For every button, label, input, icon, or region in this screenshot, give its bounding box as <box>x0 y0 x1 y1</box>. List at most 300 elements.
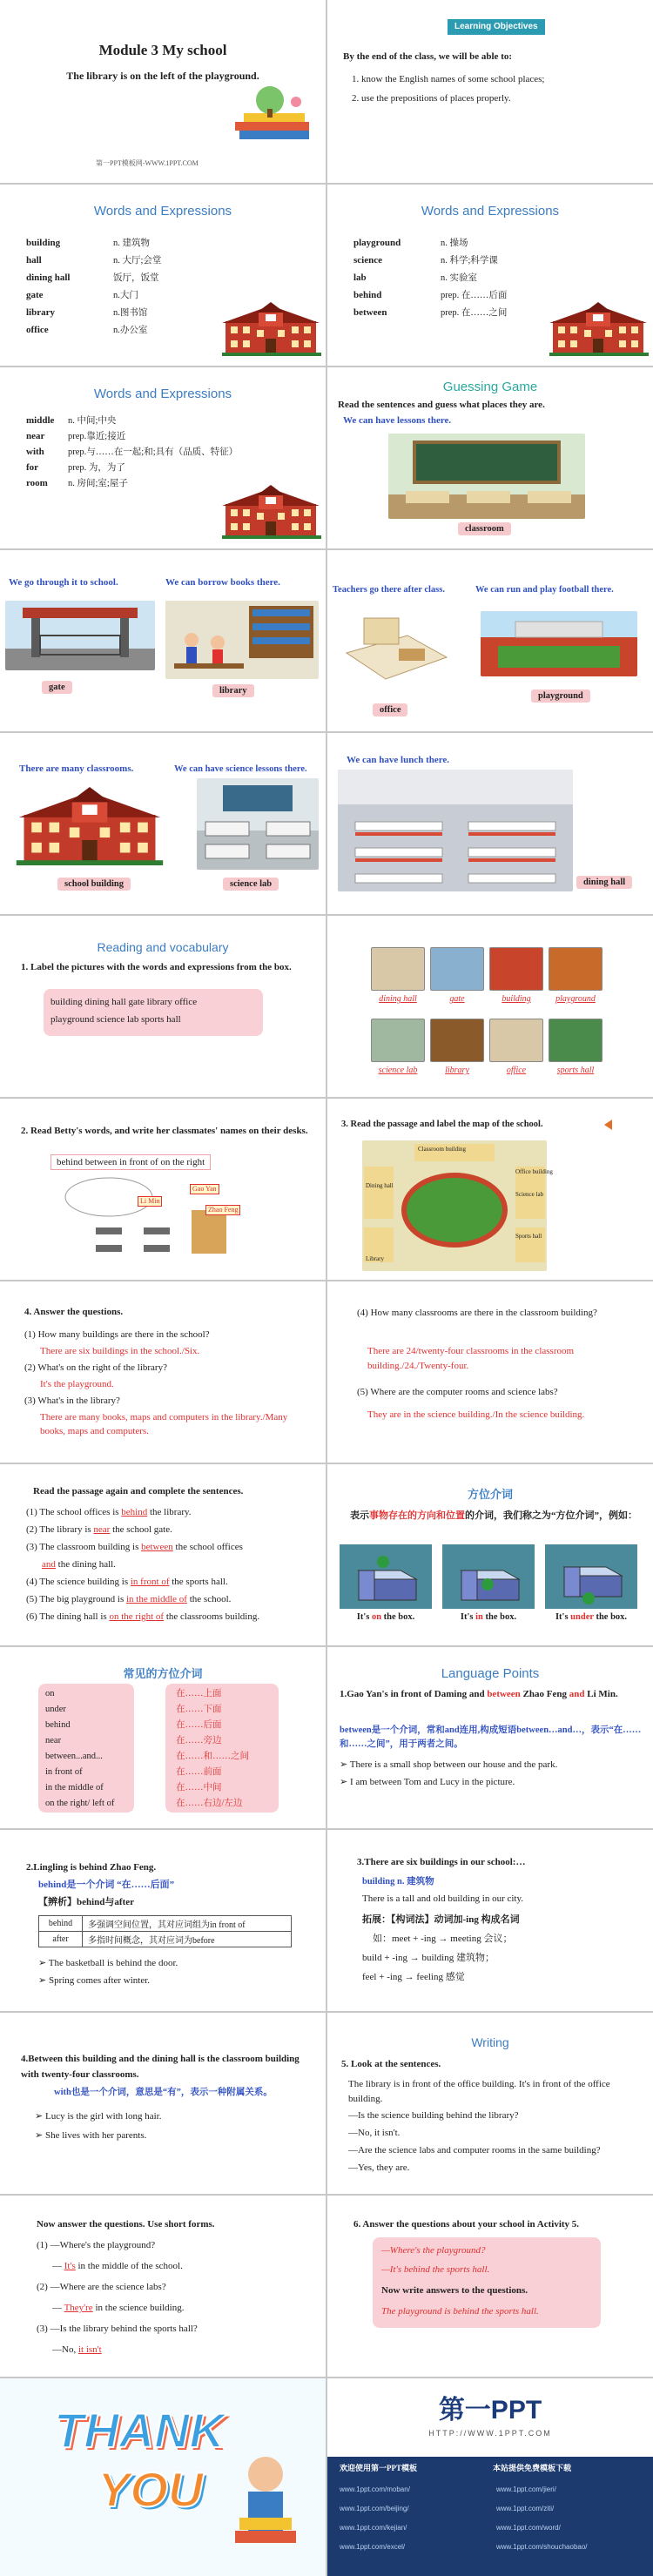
example-text: The basketball is behind the door. <box>48 1958 178 1968</box>
picture-label: dining hall <box>379 994 417 1004</box>
section-title: Writing <box>471 2035 509 2049</box>
word-term: gate <box>26 290 44 300</box>
blank-answer: near <box>93 1524 111 1535</box>
word-meaning: n.图书馆 <box>113 308 148 318</box>
place-picture <box>489 1019 543 1062</box>
example: feel + -ing → feeling 感觉 <box>362 1972 465 1982</box>
word-term: between <box>353 307 387 318</box>
answer: It's the playground. <box>40 1379 114 1389</box>
school-building-illustration <box>222 302 322 356</box>
place-picture <box>430 947 484 991</box>
word-meaning: prep. 为，为了 <box>68 463 125 473</box>
answer-label: science lab <box>223 878 279 891</box>
sentence-number: (1) <box>26 1507 37 1517</box>
map-label: Dining hall <box>366 1182 394 1189</box>
slide-picture-labels <box>327 916 653 1097</box>
sentence-number: (4) <box>26 1577 37 1587</box>
answer: There are six buildings in the school./Six. <box>40 1346 200 1356</box>
writing-line: —Yes, they are. <box>348 2162 410 2173</box>
place-picture <box>549 1019 603 1062</box>
panel-heading: 本站提供免费模板下载 <box>493 2464 572 2472</box>
clue: We can run and play football there. <box>475 585 614 595</box>
blank-answer: in the middle of <box>126 1594 187 1604</box>
brand-url[interactable]: HTTP://WWW.1PPT.COM <box>428 2429 552 2438</box>
chinese-column <box>165 1684 279 1813</box>
example-text: Spring comes after winter. <box>48 1975 151 1986</box>
table-cell: 多指时间概念，其对应词为before <box>83 1932 292 1947</box>
blank-answer: It's <box>64 2261 76 2271</box>
slide-words-1 <box>0 185 326 366</box>
slide-complete-sentences <box>0 1464 326 1645</box>
short-answer-line <box>52 2260 183 2273</box>
answer: They are in the science building./In the science building. <box>367 1409 585 1420</box>
map-label: Office building <box>515 1168 553 1175</box>
box-caption <box>442 1611 535 1624</box>
slide-betty <box>0 1099 326 1280</box>
instruction: 1. Label the pictures with the words and expressions from the box. <box>21 962 292 972</box>
you-text: YOU <box>98 2462 204 2517</box>
preposition-en: near <box>45 1736 62 1745</box>
science-lab-image <box>197 778 319 870</box>
short-answer-line <box>52 2344 102 2357</box>
word-term: playground <box>353 238 401 248</box>
example-text: She lives with her parents. <box>44 2130 147 2141</box>
sentence <box>26 1541 243 1554</box>
word-meaning: n.办公室 <box>113 326 148 335</box>
example: ➢ There is a small shop between our house and the park. <box>340 1759 558 1770</box>
sentence-text: The library is <box>39 1524 94 1535</box>
word-meaning: prep.与……在一起;和;具有（品质、特征） <box>68 447 239 457</box>
short-answer-line <box>37 2323 198 2336</box>
kid-illustration <box>218 2448 313 2552</box>
caption-highlight: in <box>475 1612 483 1622</box>
caption-part: It's <box>460 1612 476 1622</box>
line-text: (2) —Where are the science labs? <box>37 2282 166 2292</box>
slide-building-lab <box>0 733 326 914</box>
sentence-highlight: between <box>487 1689 521 1699</box>
table-row <box>39 1932 292 1947</box>
example: ➢ The basketball is behind the door. <box>38 1958 178 1968</box>
word-meaning: n. 房间;室;屋子 <box>68 479 128 488</box>
line-text: in the science building. <box>95 2303 185 2313</box>
clue: Teachers go there after class. <box>333 585 445 595</box>
table-cell: behind <box>39 1916 83 1932</box>
word-meaning: n. 建筑物 <box>113 239 150 248</box>
school-map <box>362 1140 547 1271</box>
preposition-en: behind <box>45 1720 71 1730</box>
example: build + -ing → building 建筑物； <box>362 1953 495 1963</box>
map-label: Classroom building <box>418 1146 467 1153</box>
sentence <box>340 1687 644 1702</box>
slide-answer-questions <box>0 1281 326 1463</box>
box-line: —Where's the playground? <box>381 2245 486 2256</box>
place-picture <box>430 1019 484 1062</box>
blank-answer: between <box>141 1542 173 1552</box>
table-cell: 多强调空间位置，其对应词组为in front of <box>83 1916 292 1932</box>
section-title: Language Points <box>441 1666 540 1681</box>
blank-answer: behind <box>121 1507 148 1517</box>
slide-thank-you <box>0 2378 326 2576</box>
caption-part: It's <box>356 1612 372 1622</box>
table-row <box>39 1916 292 1932</box>
sentence-text: the school offices <box>175 1542 243 1552</box>
writing-line: —Is the science building behind the library? <box>348 2110 519 2121</box>
slide-guessing-game <box>327 367 653 548</box>
word-term: library <box>26 307 55 318</box>
dining-hall-image <box>338 770 573 891</box>
desk-name: Li Min <box>138 1196 162 1207</box>
word-meaning: n. 中间;中央 <box>68 416 117 426</box>
sentence-text: the dining hall. <box>57 1559 116 1570</box>
section-title: Guessing Game <box>442 380 538 394</box>
sentence-text: The dining hall is <box>39 1611 110 1622</box>
note: between是一个介词，常和and连用,构成短语between…and…，表示“在……和……之间”，用于两者之间。 <box>340 1725 642 1749</box>
slide-title <box>0 0 326 183</box>
map-label: Library <box>366 1255 384 1262</box>
sentence <box>42 1558 116 1571</box>
office-image <box>338 601 451 696</box>
short-answer-line <box>52 2302 184 2315</box>
preposition-en: between...and... <box>45 1752 103 1761</box>
footer-link[interactable]: www.1ppt.com/jieri/ <box>496 2485 556 2493</box>
page-title: Module 3 My school <box>98 42 227 58</box>
answer: There are many books, maps and computers in the library./Many books, maps and computers. <box>40 1412 288 1436</box>
picture-label: building <box>502 994 531 1004</box>
footer-text: 第一PPT模板网-WWW.1PPT.COM <box>96 159 199 167</box>
preposition-en: in front of <box>45 1767 83 1777</box>
note: behind是一个介词 “在……后面” <box>38 1880 175 1890</box>
library-image <box>165 601 319 679</box>
analysis: 【辨析】behind与after <box>38 1897 134 1907</box>
picture-label: sports hall <box>556 1066 595 1075</box>
caption-part: the box. <box>593 1612 628 1622</box>
instruction: 3. Read the passage and label the map of the school. <box>341 1120 543 1129</box>
caption-part: It's <box>555 1612 571 1622</box>
example: ➢ Spring comes after winter. <box>38 1975 151 1986</box>
footer-link[interactable]: www.1ppt.com/word/ <box>496 2524 561 2532</box>
clue: There are many classrooms. <box>19 763 134 774</box>
sentence-part: Li Min. <box>584 1689 618 1699</box>
blank-answer: They're <box>64 2303 93 2313</box>
preposition-zh: 在……旁边 <box>176 1736 222 1745</box>
question: (1) How many buildings are there in the school? <box>24 1329 210 1340</box>
footer-link[interactable]: www.1ppt.com/ziti/ <box>496 2505 555 2512</box>
place-picture <box>371 1019 425 1062</box>
word-meaning: prep.靠近;接近 <box>68 432 126 441</box>
section-title: Words and Expressions <box>93 387 232 401</box>
map-label: Sports hall <box>515 1233 542 1240</box>
place-picture <box>489 947 543 991</box>
gate-image <box>5 601 155 670</box>
example: ➢ Lucy is the girl with long hair. <box>35 2111 162 2122</box>
preposition-en: on <box>45 1689 55 1698</box>
preposition-en: under <box>45 1705 66 1714</box>
word-term: for <box>26 462 39 473</box>
caption-highlight: on <box>371 1612 382 1622</box>
word-term: dining hall <box>26 272 71 283</box>
classroom-image <box>388 434 585 519</box>
word-term: lab <box>353 272 367 283</box>
table-cell: after <box>39 1932 83 1947</box>
box-caption <box>545 1611 637 1624</box>
instruction: 2. Read Betty's words, and write her classmates' names on their desks. <box>21 1126 308 1136</box>
preposition-en: in the middle of <box>45 1783 104 1792</box>
sentence-text: the classrooms building. <box>165 1611 260 1622</box>
sentence-part: Zhao Feng <box>520 1689 569 1699</box>
clue: We can have lessons there. <box>343 415 452 426</box>
sentence <box>26 1611 259 1624</box>
writing-line: —No, it isn't. <box>348 2128 401 2138</box>
sentence-number: (2) <box>26 1524 37 1535</box>
preposition-zh: 在……中间 <box>176 1783 222 1792</box>
school-building-illustration <box>222 485 322 539</box>
caption-part: the box. <box>482 1612 517 1622</box>
short-answer-line <box>37 2239 155 2252</box>
box-line: —It's behind the sports hall. <box>381 2264 490 2275</box>
slide-heading: 4.Between this building and the dining hall is the classroom building with twenty-four classrooms. <box>21 2054 300 2080</box>
section-title: 方位介词 <box>467 1488 513 1501</box>
slide-dining-hall <box>327 733 653 914</box>
word-term: office <box>26 325 49 335</box>
answer-label: gate <box>42 681 72 694</box>
footer-link[interactable]: www.1ppt.com/kejian/ <box>340 2524 407 2532</box>
line-text: —No, <box>52 2344 77 2355</box>
line-text: (1) —Where's the playground? <box>37 2240 156 2250</box>
word-term: building <box>26 238 61 248</box>
picture-label: science lab <box>378 1066 418 1075</box>
subtitle: The library is on the left of the playground. <box>66 70 259 82</box>
slide-building-word <box>327 1830 653 2011</box>
word-meaning: 饭厅，饭堂 <box>113 273 159 283</box>
slide-school-answers <box>327 2196 653 2377</box>
sentence-text: The school offices is <box>39 1507 122 1517</box>
blank-answer: on the right of <box>109 1611 165 1622</box>
sentence-text: the school. <box>189 1594 232 1604</box>
answer-label: office <box>373 703 407 716</box>
slide-behind <box>0 1830 326 2011</box>
answer: There are 24/twenty-four classrooms in the classroom building./24./Twenty-four. <box>367 1346 575 1371</box>
line-text: — <box>52 2261 62 2271</box>
preposition-zh: 在……后面 <box>176 1720 222 1730</box>
preposition-zh: 在……前面 <box>176 1767 222 1777</box>
preposition-zh: 在……上面 <box>176 1689 222 1698</box>
short-answer-line <box>37 2281 166 2294</box>
footer-link[interactable]: www.1ppt.com/excel/ <box>340 2543 406 2551</box>
answer-label: dining hall <box>576 876 632 889</box>
slide-site-ad <box>327 2378 653 2576</box>
preposition-en: on the right/ left of <box>45 1799 115 1808</box>
desk-name: Zhao Feng <box>205 1205 240 1215</box>
word-definition: building n. 建筑物 <box>362 1877 434 1887</box>
writing-line: The library is in front of the office building. It's in front of the office building. <box>348 2079 610 2104</box>
line-text: (3) —Is the library behind the sports hall? <box>37 2324 198 2334</box>
sentence-text: the sports hall. <box>172 1577 228 1587</box>
slide-heading: 6. Answer the questions about your school in Activity 5. <box>353 2219 580 2230</box>
comparison-table-grid <box>38 1915 292 1947</box>
slide-writing <box>327 2013 653 2194</box>
word-term: room <box>26 478 48 488</box>
word-meaning: n. 大厅;会堂 <box>113 256 162 266</box>
word-box-line: playground science lab sports hall <box>50 1014 181 1025</box>
picture-label: office <box>506 1066 527 1075</box>
sentence <box>26 1576 228 1589</box>
word-meaning: n.大门 <box>113 291 138 300</box>
word-term: middle <box>26 415 55 426</box>
place-picture <box>371 947 425 991</box>
answer-label: library <box>212 684 254 697</box>
note: with也是一个介词，意思是“有”，表示一种附属关系。 <box>54 2088 273 2097</box>
question: (4) How many classrooms are there in the classroom building? <box>357 1308 597 1318</box>
speaker-icon[interactable] <box>604 1120 612 1130</box>
sentence-text: The science building is <box>39 1577 131 1587</box>
caption-part: the box. <box>381 1612 415 1622</box>
blank-answer: in front of <box>130 1577 170 1587</box>
footer-link[interactable]: www.1ppt.com/beijing/ <box>340 2505 409 2512</box>
sentence-number: (5) <box>26 1594 37 1604</box>
slide-common-prepositions <box>0 1647 326 1828</box>
box-line: Now write answers to the questions. <box>381 2285 528 2296</box>
sentence <box>26 1506 192 1519</box>
sentence-highlight: and <box>569 1689 585 1699</box>
sentence-number: (6) <box>26 1611 37 1622</box>
example-text: I am between Tom and Lucy in the picture. <box>349 1777 515 1787</box>
blank-answer: it isn't <box>77 2344 102 2355</box>
sentence <box>26 1593 231 1606</box>
word-term: near <box>26 431 45 441</box>
section-title: Reading and vocabulary <box>97 940 229 954</box>
box-illustration <box>340 1544 432 1609</box>
question: (5) Where are the computer rooms and science labs? <box>357 1387 558 1397</box>
answer-box <box>373 2237 601 2328</box>
word-meaning: n. 操场 <box>441 239 468 248</box>
word-box-line: building dining hall gate library office <box>50 997 198 1007</box>
example-text: There is a small shop between our house and the park. <box>349 1759 558 1770</box>
slide-heading: 3.There are six buildings in our school:… <box>357 1857 526 1867</box>
place-picture <box>549 947 603 991</box>
preposition-zh: 在……右边/左边 <box>176 1799 243 1808</box>
footer-link[interactable]: www.1ppt.com/moban/ <box>340 2485 410 2493</box>
slide-heading: 4. Answer the questions. <box>24 1307 124 1317</box>
definition-part: 的介词，我们称之为“方位介词”，例如： <box>465 1510 637 1521</box>
question: (2) What's on the right of the library? <box>24 1362 167 1373</box>
example: There is a tall and old building in our city. <box>362 1893 524 1904</box>
brand-logo: 第一PPT <box>438 2396 542 2425</box>
objective-item: 2. use the prepositions of places properly. <box>352 93 511 104</box>
sentence-text: the library. <box>149 1507 192 1517</box>
example-text: Lucy is the girl with long hair. <box>44 2111 162 2122</box>
slide-objectives <box>327 0 653 183</box>
footer-link[interactable]: www.1ppt.com/shouchaobao/ <box>496 2543 588 2551</box>
slide-heading: 2.Lingling is behind Zhao Feng. <box>26 1862 157 1873</box>
link-panel <box>327 2457 653 2576</box>
definition-highlight: 事物存在的方向和位置 <box>369 1510 465 1521</box>
word-meaning: prep. 在……后面 <box>441 291 508 300</box>
slide-office-playground <box>327 550 653 731</box>
map-label: Science lab <box>515 1191 544 1198</box>
word-term: hall <box>26 255 42 266</box>
picture-label: playground <box>555 994 596 1004</box>
slide-heading: 5. Look at the sentences. <box>341 2059 441 2069</box>
sentence-text: The classroom building is <box>39 1542 142 1552</box>
sentence-text: The big playground is <box>39 1594 126 1604</box>
answer-label: classroom <box>458 522 511 535</box>
box-illustration <box>442 1544 535 1609</box>
slide-reading-vocab <box>0 916 326 1097</box>
section-title: Words and Expressions <box>93 204 232 219</box>
word-term: with <box>26 447 44 457</box>
slide-prepositions-intro <box>327 1464 653 1645</box>
slide-words-2 <box>327 185 653 366</box>
question: (3) What's in the library? <box>24 1396 120 1406</box>
preposition-zh: 在……和……之间 <box>176 1752 249 1761</box>
slide-gate-library <box>0 550 326 731</box>
word-term: science <box>353 255 382 266</box>
slide-short-answers <box>0 2196 326 2377</box>
example: ➢ I am between Tom and Lucy in the picture. <box>340 1777 515 1787</box>
answer-label: school building <box>57 878 131 891</box>
preposition-box: behind between in front of on the right <box>50 1154 211 1170</box>
definition-part: 表示 <box>350 1510 369 1521</box>
example: 如：meet + -ing → meeting 会议； <box>373 1934 513 1944</box>
game-intro: Read the sentences and guess what places they are. <box>338 400 545 410</box>
section-title: Words and Expressions <box>421 204 560 219</box>
word-meaning: n. 科学;科学课 <box>441 256 498 266</box>
box-line: The playground is behind the sports hall. <box>381 2306 539 2317</box>
answer-label: playground <box>531 689 590 703</box>
slide-answer-questions-2 <box>327 1281 653 1463</box>
slide-with <box>0 2013 326 2194</box>
clue: We go through it to school. <box>9 577 118 588</box>
slide-words-3 <box>0 367 326 548</box>
objectives-badge: Learning Objectives <box>448 19 545 35</box>
blank-answer: and <box>42 1559 56 1570</box>
objectives-intro: By the end of the class, we will be able to: <box>343 51 513 62</box>
english-column <box>38 1684 134 1813</box>
clue: We can borrow books there. <box>165 577 280 588</box>
line-text: in the middle of the school. <box>77 2261 183 2271</box>
picture-label: library <box>445 1066 469 1075</box>
word-meaning: prep. 在……之间 <box>441 308 508 318</box>
caption-highlight: under <box>570 1612 594 1622</box>
desk-name: Gao Yan <box>190 1184 219 1194</box>
example: ➢ She lives with her parents. <box>35 2130 147 2141</box>
box-caption <box>340 1611 432 1624</box>
sentence-number: (3) <box>26 1542 37 1552</box>
school-building-image <box>16 787 164 865</box>
clue: We can have lunch there. <box>347 755 450 765</box>
section-title: 常见的方位介词 <box>123 1667 203 1680</box>
preposition-zh: 在……下面 <box>176 1705 222 1714</box>
slide-language-points <box>327 1647 653 1828</box>
writing-line: —Are the science labs and computer rooms in the same building? <box>348 2145 601 2156</box>
books-illustration <box>222 83 318 152</box>
clue: We can have science lessons there. <box>174 764 307 774</box>
extension: 拓展：【构词法】动词加-ing 构成名词 <box>362 1914 520 1925</box>
word-box <box>44 989 263 1036</box>
thank-text: THANK <box>54 2403 225 2458</box>
objective-item: 1. know the English names of some school places; <box>352 74 545 84</box>
sentence-text: the school gate. <box>112 1524 172 1535</box>
sentence <box>26 1523 172 1537</box>
definition <box>350 1508 637 1523</box>
word-meaning: n. 实验室 <box>441 273 477 283</box>
slide-heading: Read the passage again and complete the sentences. <box>33 1486 244 1497</box>
line-text: — <box>52 2303 62 2313</box>
slide-map <box>327 1099 653 1280</box>
sentence-part: 1.Gao Yan's in front of Daming and <box>340 1689 488 1699</box>
picture-label: gate <box>449 994 465 1004</box>
school-building-illustration <box>549 302 650 356</box>
